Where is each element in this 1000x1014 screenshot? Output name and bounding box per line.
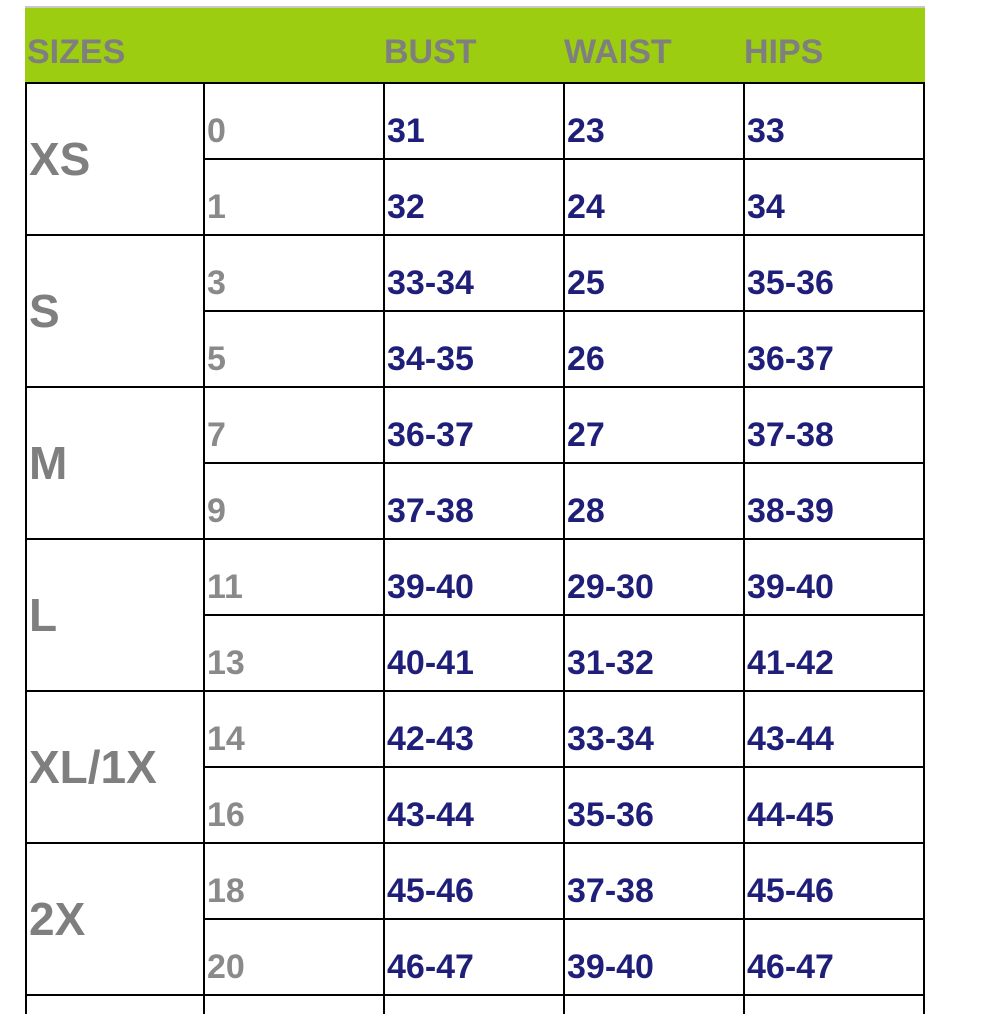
size-label: XS [29,133,91,185]
hips-cell [745,160,923,234]
bust-cell-value: 34-35 [387,340,474,378]
bust-cell [385,540,565,614]
bust-cell-value: 40-41 [387,644,474,682]
waist-cell-value: 39-40 [567,948,654,986]
hips-cell-value: 36-37 [747,340,834,378]
bust-cell [385,312,565,386]
numeric-size-cell [205,540,385,614]
table-row [205,462,923,538]
bust-cell [385,692,565,766]
table-row [205,540,923,614]
waist-cell [565,768,745,842]
hips-cell [745,388,923,462]
waist-cell-value: 23 [567,112,605,150]
waist-cell [565,388,745,462]
numeric-size-cell [205,160,385,234]
bust-cell-value: 33-34 [387,264,474,302]
waist-cell-value: 26 [567,340,605,378]
waist-cell-value: 29-30 [567,568,654,606]
numeric-size-cell-value: 20 [207,948,245,986]
hips-cell [745,616,923,690]
waist-cell-value: 37-38 [567,872,654,910]
table-row [205,766,923,842]
numeric-size-cell [205,844,385,918]
waist-cell-value: 35-36 [567,796,654,834]
hips-cell [745,692,923,766]
waist-cell [565,236,745,310]
size-label: 2X [29,893,86,945]
size-rows [205,844,923,994]
numeric-size-cell [205,84,385,158]
table-row [205,236,923,310]
table-header [25,6,925,82]
next-row-edge [25,994,925,1014]
numeric-size-cell-value: 1 [207,188,226,226]
size-group [25,82,925,234]
hips-cell-value: 35-36 [747,264,834,302]
size-group [25,842,925,994]
size-group [25,386,925,538]
waist-cell [565,464,745,538]
bust-cell [385,768,565,842]
numeric-size-cell-value: 3 [207,264,226,302]
hips-cell [745,768,923,842]
size-rows [205,236,923,386]
stub-cell [565,996,745,1014]
table-row [205,918,923,994]
numeric-size-cell-value: 9 [207,492,226,530]
size-label-cell [27,692,205,842]
bust-cell [385,616,565,690]
hips-cell [745,464,923,538]
hips-cell [745,84,923,158]
numeric-size-cell [205,768,385,842]
hips-cell [745,312,923,386]
bust-cell [385,388,565,462]
numeric-size-cell [205,616,385,690]
numeric-size-cell [205,312,385,386]
size-chart-table [25,6,925,1014]
hips-cell-value: 38-39 [747,492,834,530]
hips-cell-value: 46-47 [747,948,834,986]
waist-cell [565,920,745,994]
header-sizes: SIZES [27,33,126,71]
size-label: L [29,589,58,641]
header-waist: WAIST [564,33,672,71]
size-label: S [29,285,60,337]
bust-cell [385,464,565,538]
hips-cell [745,920,923,994]
hips-cell-value: 39-40 [747,568,834,606]
size-label-cell [27,84,205,234]
header-hips: HIPS [744,33,824,71]
waist-cell [565,844,745,918]
size-label: XL/1X [29,741,157,793]
size-group [25,538,925,690]
size-label: M [29,437,68,489]
numeric-size-cell [205,920,385,994]
numeric-size-cell [205,388,385,462]
bust-cell [385,160,565,234]
bust-cell [385,920,565,994]
waist-cell [565,540,745,614]
hips-cell-value: 45-46 [747,872,834,910]
bust-cell-value: 31 [387,112,425,150]
size-label-cell [27,844,205,994]
numeric-size-cell [205,464,385,538]
stub-cell [27,996,205,1014]
bust-cell-value: 46-47 [387,948,474,986]
table-row [205,310,923,386]
stub-cell [745,996,923,1014]
table-row [205,844,923,918]
bust-cell-value: 36-37 [387,416,474,454]
numeric-size-cell [205,236,385,310]
size-label-cell [27,236,205,386]
bust-cell-value: 45-46 [387,872,474,910]
numeric-size-cell-value: 11 [207,568,243,606]
size-group [25,690,925,842]
table-row [205,84,923,158]
waist-cell-value: 31-32 [567,644,654,682]
table-row [205,614,923,690]
size-label-cell [27,388,205,538]
waist-cell-value: 28 [567,492,605,530]
size-label-cell [27,540,205,690]
hips-cell [745,236,923,310]
bust-cell-value: 42-43 [387,720,474,758]
size-rows [205,692,923,842]
waist-cell [565,312,745,386]
waist-cell [565,692,745,766]
size-groups [25,82,925,994]
hips-cell [745,844,923,918]
hips-cell-value: 44-45 [747,796,834,834]
bust-cell [385,84,565,158]
header-bust: BUST [384,33,477,71]
numeric-size-cell-value: 5 [207,340,226,378]
size-rows [205,84,923,234]
waist-cell-value: 24 [567,188,605,226]
size-group [25,234,925,386]
numeric-size-cell-value: 16 [207,796,245,834]
hips-cell-value: 34 [747,188,785,226]
bust-cell-value: 43-44 [387,796,474,834]
numeric-size-cell-value: 13 [207,644,245,682]
numeric-size-cell-value: 0 [207,112,226,150]
waist-cell-value: 33-34 [567,720,654,758]
numeric-size-cell-value: 14 [207,720,245,758]
numeric-size-cell-value: 7 [207,416,226,454]
stub-cell [385,996,565,1014]
bust-cell-value: 32 [387,188,425,226]
bust-cell [385,236,565,310]
size-rows [205,540,923,690]
waist-cell [565,160,745,234]
stub-cell [205,996,385,1014]
hips-cell-value: 41-42 [747,644,834,682]
size-rows [205,388,923,538]
waist-cell [565,616,745,690]
table-row [205,388,923,462]
bust-cell-value: 37-38 [387,492,474,530]
table-row [205,692,923,766]
bust-cell-value: 39-40 [387,568,474,606]
hips-cell [745,540,923,614]
waist-cell [565,84,745,158]
waist-cell-value: 25 [567,264,605,302]
bust-cell [385,844,565,918]
numeric-size-cell [205,692,385,766]
hips-cell-value: 33 [747,112,785,150]
waist-cell-value: 27 [567,416,605,454]
hips-cell-value: 37-38 [747,416,834,454]
hips-cell-value: 43-44 [747,720,834,758]
numeric-size-cell-value: 18 [207,872,245,910]
table-row [205,158,923,234]
